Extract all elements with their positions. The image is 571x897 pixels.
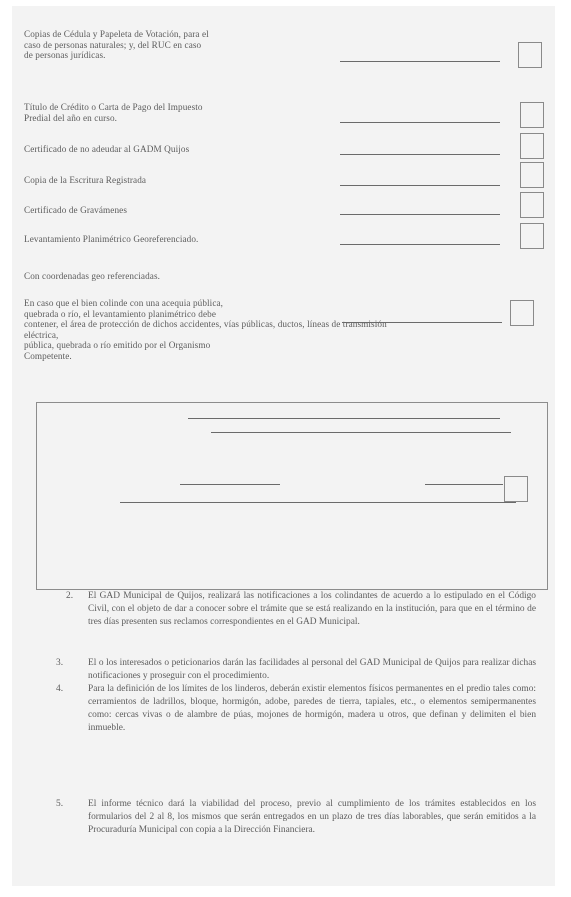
checklist-text-line: Copia de la Escritura Registrada bbox=[24, 175, 147, 185]
checkbox-no-adeudar[interactable] bbox=[520, 133, 544, 159]
blank-form-box bbox=[36, 402, 548, 590]
numbered-paragraph-3: El o los interesados o peticionarios darán las facilidades al personal del GAD Municipal de Quijos para realizar dichas notificaciones y proseguir con el procedimiento. bbox=[88, 658, 536, 681]
checkbox-gravamenes[interactable] bbox=[520, 192, 544, 218]
note-text-line: Competente. bbox=[24, 350, 72, 361]
checklist-item-cedula bbox=[24, 29, 209, 61]
note-text-line: contener, el área de protección de dichos accidentes, vías públicas, ductos, líneas de transmisión bbox=[24, 319, 387, 330]
checkbox-cedula[interactable] bbox=[518, 42, 542, 68]
blank-line bbox=[211, 432, 511, 433]
signature-line bbox=[340, 214, 500, 215]
checkbox-titulo-credito[interactable] bbox=[520, 102, 544, 128]
acequia-note bbox=[24, 298, 544, 362]
checklist-text-line: caso de personas naturales; y, del RUC en caso bbox=[24, 39, 202, 50]
blank-line bbox=[120, 502, 516, 503]
note-text-line: eléctrica, bbox=[24, 329, 59, 340]
note-text-line: quebrada o río, el levantamiento planimétrico debe bbox=[24, 308, 216, 319]
checkbox-acequia[interactable] bbox=[510, 300, 534, 326]
checklist-text-line: Certificado de no adeudar al GADM Quijos bbox=[24, 144, 190, 154]
checklist-item-gravamenes bbox=[24, 205, 127, 216]
numbered-paragraph-2: El GAD Municipal de Quijos, realizará las notificaciones a los colindantes de acuerdo a lo estipulado en el Código Civil, con el objeto de dar a conocer sobre el trámite que se está realizando en la institución, para que en el término de tres días presenten sus reclamos correspondientes en el GAD Municipal. bbox=[88, 591, 536, 627]
signature-line bbox=[340, 61, 500, 62]
blank-line bbox=[180, 484, 280, 485]
numbered-paragraph-4: Para la definición de los límites de los linderos, deberán existir elementos físicos permanentes en el predio tales como: cerramientos de ladrillos, bloque, hormigón, adobe, paredes de tierra, tapiales, etc., o elementos semipermanentes como: cercas vivas o de alambre de púas, mojones de hormigón, madera u otros, que definan y delimiten el bien inmueble. bbox=[88, 684, 536, 733]
checkbox-blank-box[interactable] bbox=[504, 476, 528, 502]
checkbox-escritura[interactable] bbox=[520, 162, 544, 188]
item-number: 5. bbox=[56, 799, 64, 809]
item-number: 4. bbox=[56, 684, 64, 694]
checklist-text-line: Copias de Cédula y Papeleta de Votación, para el bbox=[24, 29, 209, 39]
item-number: 2. bbox=[66, 591, 74, 601]
note-text-line: pública, quebrada o río emitido por el Organismo bbox=[24, 340, 211, 351]
item-number: 3. bbox=[56, 658, 64, 668]
signature-line bbox=[340, 185, 500, 186]
blank-line bbox=[188, 418, 500, 419]
signature-line bbox=[342, 322, 502, 323]
checklist-item-levantamiento bbox=[24, 234, 198, 245]
checklist-text-line: Título de Crédito o Carta de Pago del Impuesto bbox=[24, 102, 203, 112]
checklist-text-line: de personas jurídicas. bbox=[24, 50, 106, 61]
checklist-text-line: Certificado de Gravámenes bbox=[24, 205, 128, 215]
signature-line bbox=[340, 122, 500, 123]
note-text-line: En caso que el bien colinde con una acequia pública, bbox=[24, 298, 224, 308]
checkbox-levantamiento[interactable] bbox=[520, 223, 544, 249]
blank-line bbox=[425, 484, 503, 485]
checklist-item-titulo-credito bbox=[24, 102, 203, 123]
checklist-item-no-adeudar bbox=[24, 144, 189, 155]
numbered-paragraph-5: El informe técnico dará la viabilidad del proceso, previo al cumplimiento de los trámites establecidos en los formularios del 2 al 8, los mismos que serán entregados en un plazo de tres días laborables, que serán emitidos a la Procuraduría Municipal con copia a la Dirección Financiera. bbox=[88, 799, 536, 835]
checklist-item-escritura bbox=[24, 175, 146, 186]
checklist-text-line: Levantamiento Planimétrico Georeferenciado. bbox=[24, 234, 199, 244]
document-page bbox=[12, 6, 555, 886]
signature-line bbox=[340, 154, 500, 155]
checklist-text-line: Predial del año en curso. bbox=[24, 112, 118, 123]
signature-line bbox=[340, 244, 500, 245]
coordinates-note: Con coordenadas geo referenciadas. bbox=[24, 271, 161, 281]
